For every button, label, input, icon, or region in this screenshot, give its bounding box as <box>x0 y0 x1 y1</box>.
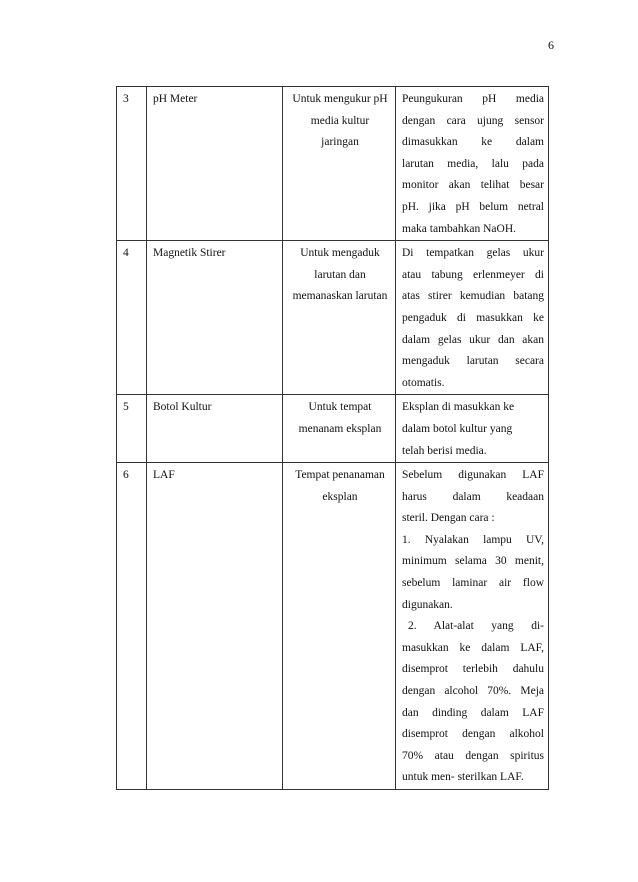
function-line: media kultur <box>310 114 370 127</box>
function-line: Tempat penanaman <box>295 469 385 482</box>
function-line: jaringan <box>321 136 359 149</box>
equipment-name: Magnetik Stirer <box>147 241 283 395</box>
usage-line: maka tambahkan NaOH. <box>402 222 517 235</box>
equipment-usage <box>396 241 549 395</box>
usage-line: atas stirer kemudian batang <box>402 290 544 303</box>
usage-line: disemprot dengan alkohol <box>402 728 544 741</box>
usage-line: dan dinding dalam LAF <box>402 706 544 719</box>
usage-line: steril. Dengan cara : <box>402 512 495 525</box>
equipment-usage <box>396 87 549 241</box>
function-line: memanaskan larutan <box>292 290 388 303</box>
table-row <box>117 87 549 241</box>
equipment-function <box>283 241 396 395</box>
usage-line: dimasukkan ke dalam <box>402 136 544 149</box>
equipment-function <box>283 463 396 790</box>
function-line: menanam eksplan <box>298 422 382 435</box>
usage-line: larutan media, lalu pada <box>402 157 544 170</box>
equipment-function <box>283 87 396 241</box>
page-number: 6 <box>548 38 554 52</box>
usage-line: digunakan. <box>402 598 453 611</box>
equipment-table <box>116 86 549 790</box>
function-line: larutan dan <box>314 268 366 281</box>
usage-line: monitor akan telihat besar <box>402 179 544 192</box>
usage-line: dalam botol kultur yang <box>402 422 513 435</box>
row-number: 4 <box>117 241 147 395</box>
usage-line: otomatis. <box>402 376 445 389</box>
usage-line: untuk men- sterilkan LAF. <box>402 771 524 784</box>
equipment-usage <box>396 463 549 790</box>
table-row <box>117 395 549 463</box>
equipment-name: Botol Kultur <box>147 395 283 463</box>
usage-line: dalam gelas ukur dan akan <box>402 333 544 346</box>
function-line: Untuk tempat <box>308 401 372 414</box>
usage-line: pH. jika pH belum netral <box>402 200 544 213</box>
usage-line: Sebelum digunakan LAF <box>402 469 544 482</box>
usage-line: 1. Nyalakan lampu UV, <box>402 533 544 546</box>
usage-line: telah berisi media. <box>402 444 487 457</box>
usage-line: minimum selama 30 menit, <box>402 555 544 568</box>
equipment-name: pH Meter <box>147 87 283 241</box>
table-row <box>117 463 549 790</box>
usage-line: pengaduk di masukkan ke <box>402 311 544 324</box>
row-number: 3 <box>117 87 147 241</box>
usage-line: disemprot terlebih dahulu <box>402 663 544 676</box>
usage-line: Eksplan di masukkan ke <box>402 401 515 414</box>
usage-line: mengaduk larutan secara <box>402 355 544 368</box>
usage-line: 70% atau dengan spiritus <box>402 749 544 762</box>
usage-line: dengan alcohol 70%. Meja <box>402 685 544 698</box>
row-number: 5 <box>117 395 147 463</box>
equipment-usage <box>396 395 549 463</box>
function-line: Untuk mengaduk <box>300 247 380 260</box>
usage-line: Peungukuran pH media <box>402 93 544 105</box>
usage-line: 2. Alat-alat yang di- <box>408 620 544 633</box>
function-line: eksplan <box>322 490 358 503</box>
usage-line: sebelum laminar air flow <box>402 577 544 590</box>
usage-line: harus dalam keadaan <box>402 490 544 503</box>
function-line: Untuk mengukur pH <box>292 93 388 105</box>
equipment-name: LAF <box>147 463 283 790</box>
usage-line: masukkan ke dalam LAF, <box>402 641 544 654</box>
usage-line: dengan cara ujung sensor <box>402 114 544 127</box>
row-number: 6 <box>117 463 147 790</box>
table-row <box>117 241 549 395</box>
usage-line: Di tempatkan gelas ukur <box>402 247 544 260</box>
usage-line: atau tabung erlenmeyer di <box>402 268 544 281</box>
equipment-function <box>283 395 396 463</box>
